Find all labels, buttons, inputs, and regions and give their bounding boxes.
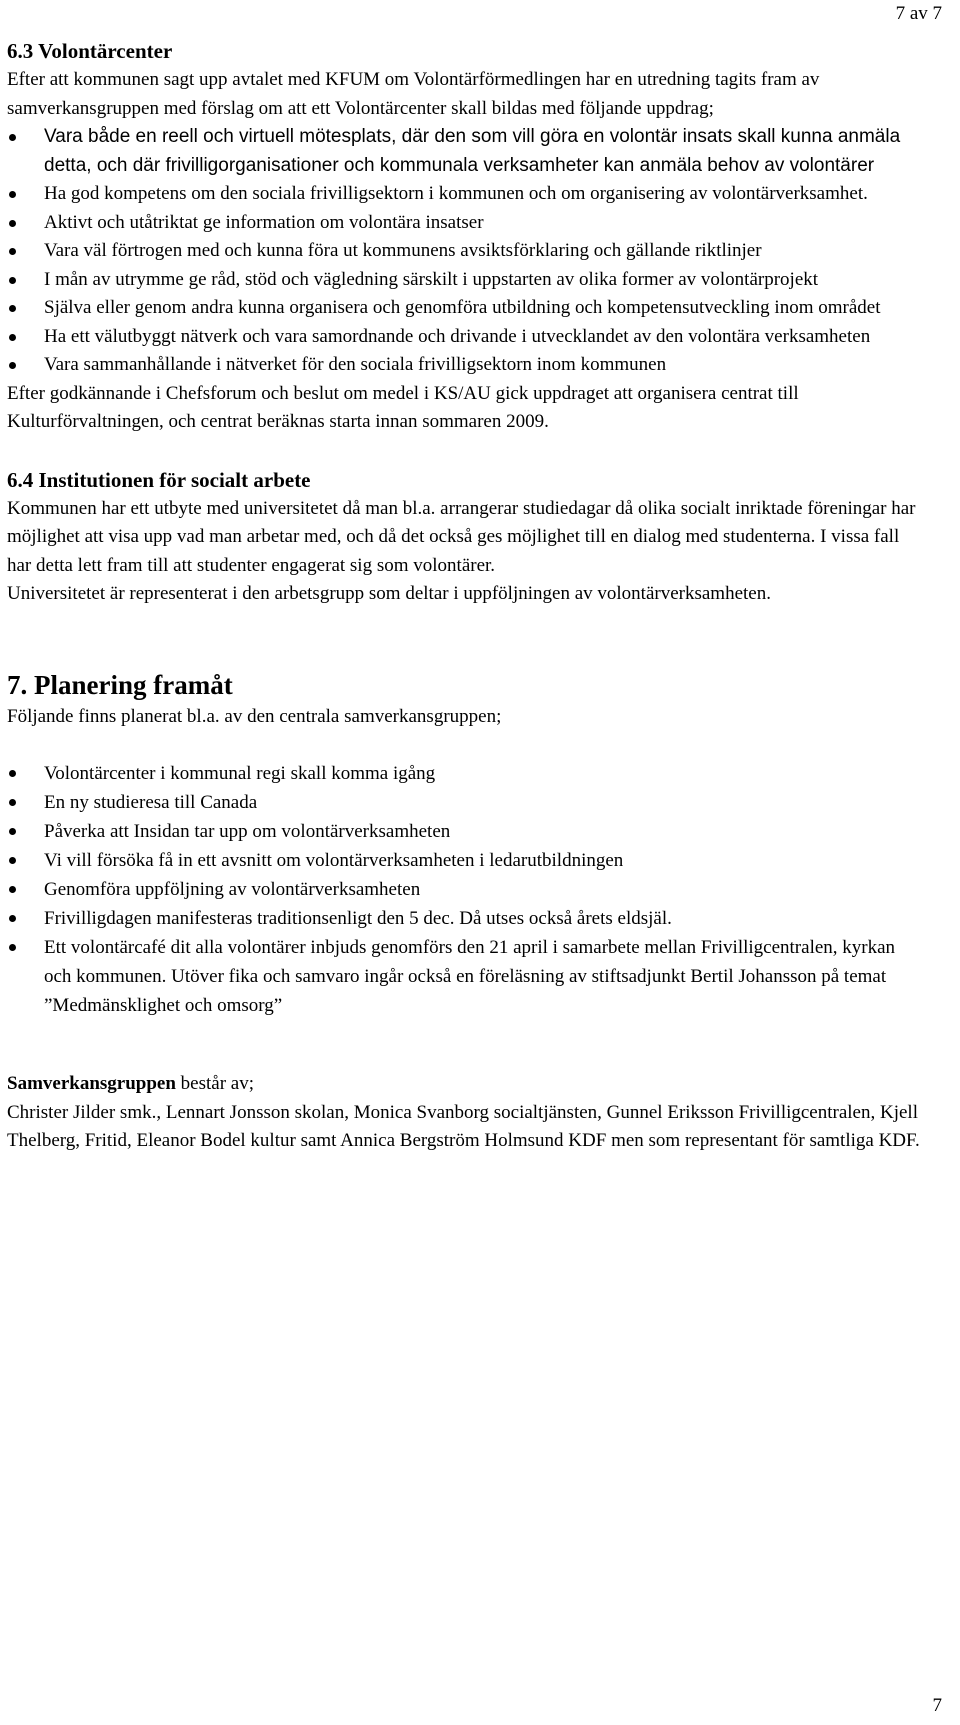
list-item: Ha ett välutbyggt nätverk och vara samordnande och drivande i utvecklandet av den volontära verksamheten (7, 323, 925, 352)
spacer (7, 437, 925, 465)
list-item: I mån av utrymme ge råd, stöd och vägledning särskilt i uppstarten av olika former av volontärprojekt (7, 266, 925, 295)
page-number: 7 (932, 1695, 942, 1716)
section-6-4-paragraph-2: Universitetet är representerat i den arbetsgrupp som deltar i uppföljningen av volontärverksamheten. (7, 583, 771, 604)
section-7-intro: Följande finns planerat bl.a. av den centrala samverkansgruppen; (7, 705, 502, 727)
list-item: Aktivt och utåtriktat ge information om volontära insatser (7, 209, 925, 238)
section-6-3-title: 6.3 Volontärcenter (7, 39, 173, 63)
list-item: Genomföra uppföljning av volontärverksamheten (7, 875, 925, 904)
list-item: Vi vill försöka få in ett avsnitt om volontärverksamheten i ledarutbildningen (7, 846, 925, 875)
list-item: Vara väl förtrogen med och kunna föra ut kommunens avsiktsförklaring och gällande riktlinjer (7, 237, 925, 266)
list-item: Volontärcenter i kommunal regi skall komma igång (7, 759, 925, 788)
document-body (7, 36, 925, 1156)
group-suffix: består av; (175, 1073, 254, 1094)
section-6-3-bullet-list (7, 123, 925, 380)
page-indicator: 7 av 7 (895, 3, 942, 24)
section-6-3-outro: Efter godkännande i Chefsforum och beslut om medel i KS/AU gick uppdraget att organisera centrat till Kulturförvaltningen, och centrat beräknas starta innan sommaren 2009. (7, 382, 799, 432)
section-7-title: 7. Planering framåt (7, 669, 233, 700)
list-item: Själva eller genom andra kunna organisera och genomföra utbildning och kompetensutveckling inom området (7, 294, 925, 323)
group-heading (7, 1070, 925, 1099)
section-6-3-intro: Efter att kommunen sagt upp avtalet med KFUM om Volontärförmedlingen har en utredning tagits fram av samverkansgruppen med förslag om att ett Volontärcenter skall bildas med följande uppdrag; (7, 69, 820, 119)
section-6-4-paragraph-1: Kommunen har ett utbyte med universitetet då man bl.a. arrangerar studiedagar då olika socialt inriktade föreningar har möjlighet att visa upp vad man arbetar med, och då det också ges möjlighet till en dialog med studenterna. I vissa fall har detta lett fram till att studenter engagerat sig som volontärer. (7, 497, 916, 576)
group-members: Christer Jilder smk., Lennart Jonsson skolan, Monica Svanborg socialtjänsten, Gunnel Eriksson Frivilligcentralen, Kjell Thelberg, Fritid, Eleanor Bodel kultur samt Annica Bergström Holmsund KDF men som representant för samtliga KDF. (7, 1101, 920, 1151)
spacer (7, 1020, 925, 1070)
list-item: Påverka att Insidan tar upp om volontärverksamheten (7, 817, 925, 846)
list-item: Ha god kompetens om den sociala frivilligsektorn i kommunen och om organisering av volontärverksamhet. (7, 180, 925, 209)
section-7-bullet-list (7, 759, 925, 1020)
group-label: Samverkansgruppen (7, 1073, 176, 1094)
list-item: En ny studieresa till Canada (7, 788, 925, 817)
list-item: Vara både en reell och virtuell mötesplats, där den som vill göra en volontär insats skall kunna anmäla detta, och där frivilligorganisationer och kommunala verksamheter kan anmäla behov av volontärer (7, 123, 925, 180)
list-item: Ett volontärcafé dit alla volontärer inbjuds genomförs den 21 april i samarbete mellan Frivilligcentralen, kyrkan och kommunen. Utöver fika och samvaro ingår också en föreläsning av stiftsadjunkt Bertil Johansson på temat ”Medmänsklighet och omsorg” (7, 933, 925, 1020)
section-6-4-title: 6.4 Institutionen för socialt arbete (7, 467, 311, 492)
list-item: Vara sammanhållande i nätverket för den sociala frivilligsektorn inom kommunen (7, 351, 925, 380)
spacer (7, 731, 925, 759)
list-item: Frivilligdagen manifesteras traditionsenligt den 5 dec. Då utses också årets eldsjäl. (7, 904, 925, 933)
